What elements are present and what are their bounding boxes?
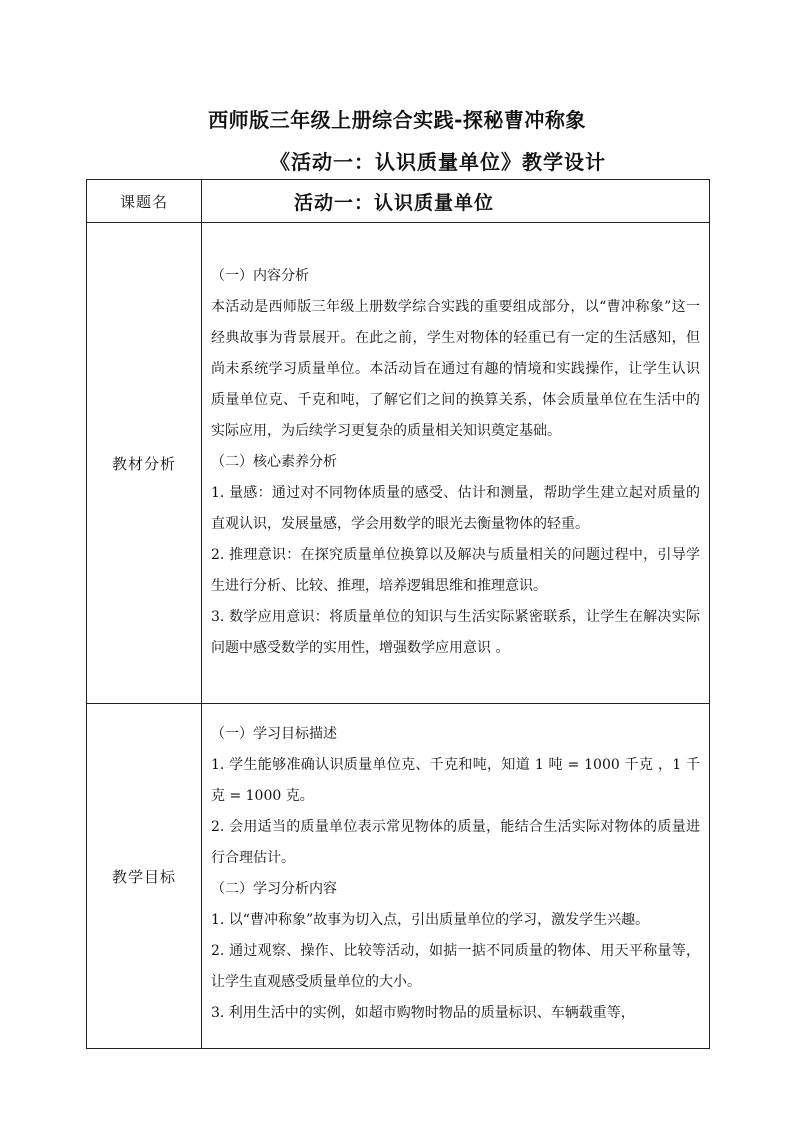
goals-label: 教学目标 — [87, 704, 202, 1049]
analysis-item-3: 3. 数学应用意识：将质量单位的知识与生活实际紧密联系，让学生在解决实际问题中感受数学的实用性，增强数学应用意识 。 — [211, 608, 700, 656]
goals-item-4: 2. 通过观察、操作、比较等活动，如掂一掂不同质量的物体、用天平称量等，让学生直观感受质量单位的大小。 — [211, 943, 700, 990]
analysis-item-2: 2. 推理意识：在探究质量单位换算以及解决与质量相关的问题过程中，引导学生进行分析、比较、推理，培养逻辑思维和推理意识。 — [211, 546, 700, 594]
document-title: 西师版三年级上册综合实践-探秘曹冲称象 — [208, 108, 586, 132]
document-subtitle: 《活动一：认识质量单位》教学设计 — [270, 150, 606, 174]
analysis-heading-literacy: （二）核心素养分析 — [211, 453, 337, 470]
goals-cell — [202, 704, 710, 1049]
lesson-plan-table — [86, 179, 710, 1049]
table-row-topic — [87, 180, 710, 223]
table-row-analysis — [87, 223, 710, 704]
goals-item-2: 2. 会用适当的质量单位表示常见物体的质量，能结合生活实际对物体的质量进行合理估计。 — [211, 819, 700, 866]
goals-item-3: 1. 以“曹冲称象”故事为切入点，引出质量单位的学习，激发学生兴趣。 — [211, 912, 650, 928]
goals-item-1: 1. 学生能够准确认识质量单位克、千克和吨，知道 1 吨 = 1000 千克 ，1 千克 = 1000 克。 — [211, 757, 700, 804]
analysis-cell — [202, 223, 710, 704]
topic-value: 活动一：认识质量单位 — [202, 180, 710, 223]
analysis-paragraph: 本活动是西师版三年级上册数学综合实践的重要组成部分，以“曹冲称象”这一经典故事为背景展开。在此之前，学生对物体的轻重已有一定的生活感知，但尚未系统学习质量单位。本活动旨在通过有趣的情境和实践操作，让学生认识质量单位克、千克和吨，了解它们之间的换算关系，体会质量单位在生活中的实际应用，为后续学习更复杂的质量相关知识奠定基础。 — [211, 298, 700, 439]
goals-item-5: 3. 利用生活中的实例，如超市购物时物品的质量标识、车辆载重等， — [211, 1005, 635, 1021]
goals-heading-targets: （一）学习目标描述 — [211, 726, 337, 742]
goals-heading-analysis: （二）学习分析内容 — [211, 881, 337, 897]
table-row-goals — [87, 704, 710, 1049]
topic-label: 课题名 — [87, 180, 202, 223]
analysis-heading-content: （一）内容分析 — [211, 267, 309, 284]
analysis-label: 教材分析 — [87, 223, 202, 704]
analysis-item-1: 1. 量感：通过对不同物体质量的感受、估计和测量，帮助学生建立起对质量的直观认识，发展量感，学会用数学的眼光去衡量物体的轻重。 — [211, 484, 700, 532]
